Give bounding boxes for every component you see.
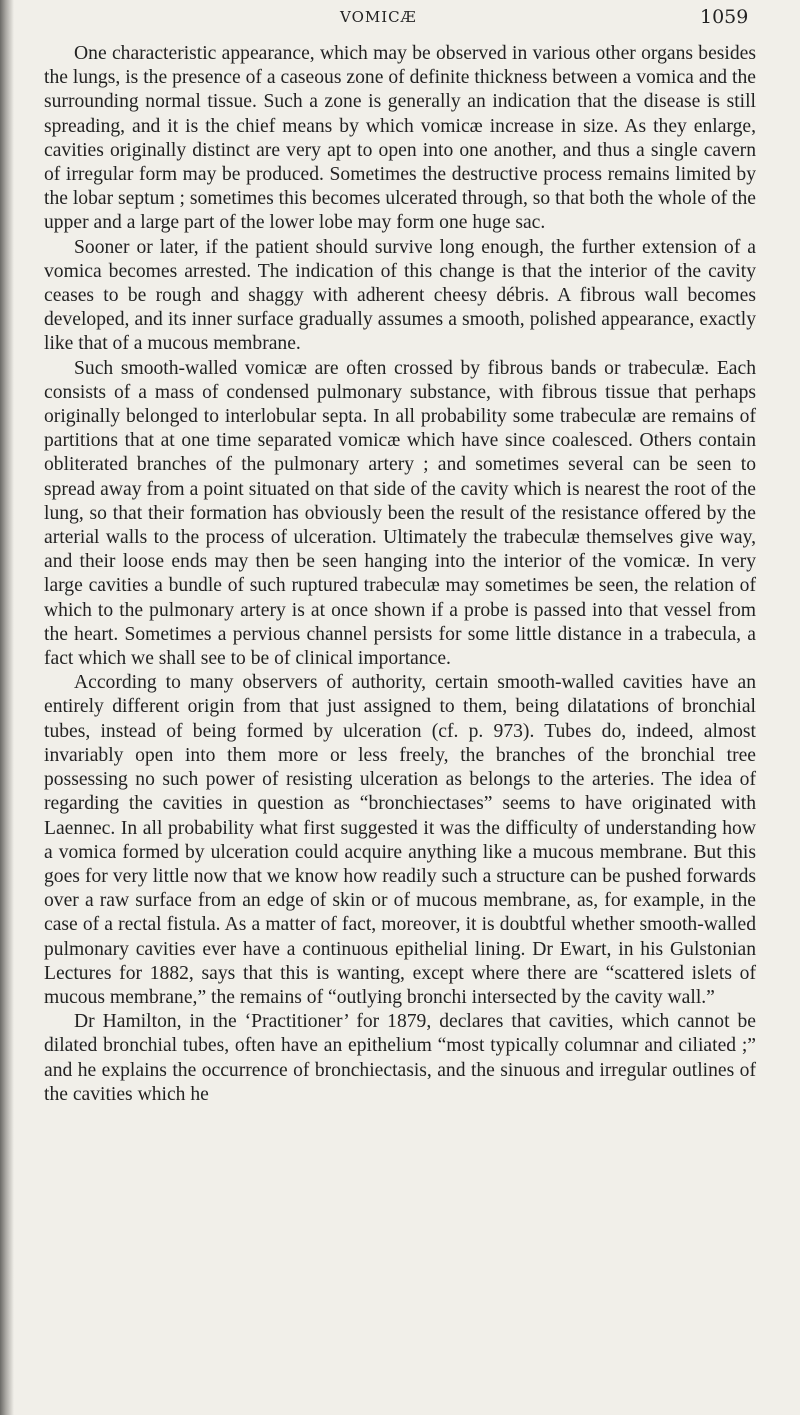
- page-spine-shadow: [0, 0, 14, 1415]
- paragraph-hamilton: Dr Hamilton, in the ‘Practitioner’ for 1879, declares that cavities, which cannot be dilated bronchial tubes, often have an epithelium “most typically columnar and ciliated ;” and he explains the occurrence of bronchiectasis, and the sinuous and irregular outlines of the cavities which he: [44, 1011, 756, 1105]
- paragraph-caseous-zone: One characteristic appearance, which may be observed in various other organs besides the lungs, is the presence of a caseous zone of definite thickness between a vomica and the surrounding normal tissue. Such a zone is generally an indication that the disease is still spreading, and it is the chief means by which vomicæ increase in size. As they enlarge, cavities originally distinct are very apt to open into one another, and thus a single cavern of irregular form may be produced. Sometimes the destructive process remains limited by the lobar septum ; sometimes this becomes ulcerated through, so that both the whole of the upper and a large part of the lower lobe may form one huge sac.: [44, 43, 756, 234]
- page-header: [0, 6, 800, 36]
- running-title: VOMICÆ: [340, 8, 417, 26]
- page-number: 1059: [700, 6, 749, 28]
- paragraph-bronchiectases: According to many observers of authority, certain smooth-walled cavities have an entirely different origin from that just assigned to them, being dilatations of bronchial tubes, instead of being formed by ulceration (cf. p. 973). Tubes do, indeed, almost invariably open into them more or less freely, the branches of the bronchial tree possessing no such power of resisting ulceration as belongs to the arteries. The idea of regarding the cavities in question as “bronchiectases” seems to have originated with Laennec. In all probability what first suggested it was the difficulty of understanding how a vomica formed by ulceration could acquire anything like a mucous membrane. But this goes for very little now that we know how readily such a structure can be pushed forwards over a raw surface from an edge of skin or of mucous membrane, as, for example, in the case of a rectal fistula. As a matter of fact, moreover, it is doubtful whether smooth-walled pulmonary cavities ever have a continuous epithelial lining. Dr Ewart, in his Gulstonian Lectures for 1882, says that this is wanting, except where there are “scattered islets of mucous membrane,” the remains of “outlying bronchi intersected by the cavity wall.”: [44, 672, 756, 1008]
- paragraph-arrested-extension: Sooner or later, if the patient should survive long enough, the further extension of a vomica becomes arrested. The indication of this change is that the interior of the cavity ceases to be rough and shaggy with adherent cheesy débris. A fibrous wall becomes developed, and its inner surface gradually assumes a smooth, polished appearance, exactly like that of a mucous membrane.: [44, 236, 756, 355]
- paragraph-trabeculae: Such smooth-walled vomicæ are often crossed by fibrous bands or trabeculæ. Each consists of a mass of condensed pulmonary substance, with fibrous tissue that perhaps originally belonged to interlobular septa. In all probability some trabeculæ are remains of partitions that at one time separated vomicæ which have since coalesced. Others contain obliterated branches of the pulmonary artery ; and sometimes several can be seen to spread away from a point situated on that side of the cavity which is nearest the root of the lung, so that their formation has obviously been the result of the resistance offered by the arterial walls to the process of ulceration. Ultimately the trabeculæ themselves give way, and their loose ends may then be seen hanging into the interior of the vomicæ. In very large cavities a bundle of such ruptured trabeculæ may sometimes be seen, the relation of which to the pulmonary artery is at once shown if a probe is passed into that vessel from the heart. Sometimes a pervious channel persists for some little distance in a trabecula, a fact which we shall see to be of clinical importance.: [44, 357, 756, 670]
- body-text: [44, 42, 756, 1107]
